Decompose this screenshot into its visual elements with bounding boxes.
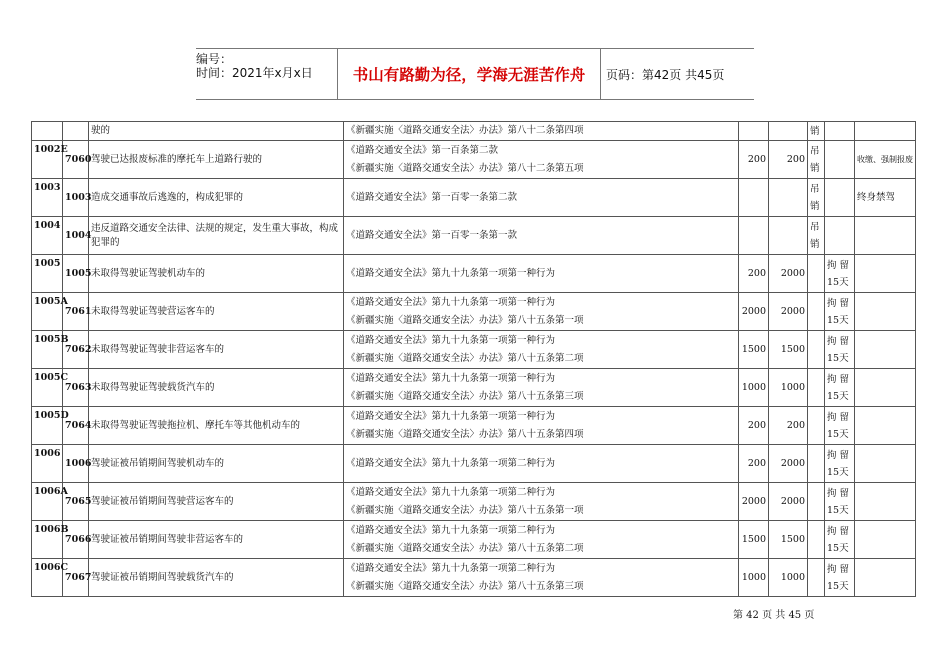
law-reference: 《新疆实施〈道路交通安全法〉办法》第八十五条第二项 bbox=[346, 542, 584, 554]
violation-code: 1006 bbox=[32, 445, 63, 483]
detention-penalty bbox=[825, 122, 855, 141]
law-reference: 《道路交通安全法》第九十九条第一项第二种行为 bbox=[346, 524, 556, 536]
violation-subcode: 1005 bbox=[63, 255, 89, 293]
violation-description: 驾驶已达报废标准的摩托车上道路行驶的 bbox=[89, 141, 344, 179]
violation-code: 1003 bbox=[32, 179, 63, 217]
law-reference-cell bbox=[344, 217, 739, 255]
fine-minimum bbox=[739, 122, 769, 141]
detention-penalty: 拘 留15天 bbox=[825, 559, 855, 597]
law-reference-cell bbox=[344, 445, 739, 483]
violation-code: 1005A bbox=[32, 293, 63, 331]
violation-description: 未取得驾驶证驾驶拖拉机、摩托车等其他机动车的 bbox=[89, 407, 344, 445]
violation-subcode: 1003 bbox=[63, 179, 89, 217]
law-reference-cell bbox=[344, 521, 739, 559]
violation-description: 驾驶证被吊销期间驾驶载货汽车的 bbox=[89, 559, 344, 597]
page-header bbox=[196, 48, 754, 100]
other-measure: 收缴、强制报废 bbox=[855, 141, 916, 179]
revoke-penalty: 销 bbox=[808, 122, 825, 141]
law-reference: 《道路交通安全法》第九十九条第一项第一种行为 bbox=[346, 296, 556, 308]
violation-subcode: 7066 bbox=[63, 521, 89, 559]
revoke-penalty bbox=[808, 255, 825, 293]
law-reference-cell bbox=[344, 255, 739, 293]
law-reference: 《道路交通安全法》第九十九条第一项第二种行为 bbox=[346, 457, 556, 469]
table-row bbox=[32, 293, 916, 331]
law-reference-cell bbox=[344, 483, 739, 521]
detention-penalty: 拘 留15天 bbox=[825, 331, 855, 369]
other-measure bbox=[855, 331, 916, 369]
other-measure bbox=[855, 122, 916, 141]
revoke-penalty bbox=[808, 293, 825, 331]
table-row bbox=[32, 331, 916, 369]
time-label: 时间：2021年x月x日 bbox=[196, 66, 313, 80]
other-measure bbox=[855, 255, 916, 293]
violation-code: 1004 bbox=[32, 217, 63, 255]
detention-penalty: 拘 留15天 bbox=[825, 293, 855, 331]
law-reference: 《道路交通安全法》第一百条第二款 bbox=[346, 144, 499, 156]
violation-description: 造成交通事故后逃逸的，构成犯罪的 bbox=[89, 179, 344, 217]
table-row bbox=[32, 217, 916, 255]
violation-subcode: 7064 bbox=[63, 407, 89, 445]
fine-minimum: 2000 bbox=[739, 483, 769, 521]
violation-table bbox=[31, 121, 916, 597]
violation-subcode: 7063 bbox=[63, 369, 89, 407]
revoke-penalty bbox=[808, 521, 825, 559]
fine-minimum: 2000 bbox=[739, 293, 769, 331]
law-reference: 《道路交通安全法》第九十九条第一项第一种行为 bbox=[346, 372, 556, 384]
other-measure bbox=[855, 445, 916, 483]
fine-maximum: 1000 bbox=[769, 369, 808, 407]
violation-subcode: 1006 bbox=[63, 445, 89, 483]
fine-maximum: 1500 bbox=[769, 521, 808, 559]
violation-code: 1005C bbox=[32, 369, 63, 407]
table-row bbox=[32, 483, 916, 521]
table-row bbox=[32, 521, 916, 559]
fine-minimum: 200 bbox=[739, 407, 769, 445]
revoke-penalty bbox=[808, 483, 825, 521]
other-measure bbox=[855, 407, 916, 445]
violation-description: 驶的 bbox=[89, 122, 344, 141]
fine-maximum bbox=[769, 217, 808, 255]
law-reference-cell bbox=[344, 369, 739, 407]
law-reference: 《新疆实施〈道路交通安全法〉办法》第八十五条第一项 bbox=[346, 314, 584, 326]
violation-subcode: 7062 bbox=[63, 331, 89, 369]
law-reference: 《道路交通安全法》第一百零一条第一款 bbox=[346, 229, 518, 241]
other-measure bbox=[855, 293, 916, 331]
fine-minimum: 1500 bbox=[739, 331, 769, 369]
revoke-penalty: 吊销 bbox=[808, 217, 825, 255]
law-reference: 《新疆实施〈道路交通安全法〉办法》第八十五条第三项 bbox=[346, 390, 584, 402]
violation-code bbox=[32, 122, 63, 141]
revoke-penalty bbox=[808, 445, 825, 483]
violation-subcode: 7061 bbox=[63, 293, 89, 331]
violation-code: 1006C bbox=[32, 559, 63, 597]
law-reference-cell bbox=[344, 407, 739, 445]
revoke-penalty bbox=[808, 559, 825, 597]
other-measure bbox=[855, 521, 916, 559]
other-measure bbox=[855, 483, 916, 521]
header-meta bbox=[196, 49, 338, 99]
table-row bbox=[32, 141, 916, 179]
violation-description: 未取得驾驶证驾驶营运客车的 bbox=[89, 293, 344, 331]
violation-subcode: 7060 bbox=[63, 141, 89, 179]
law-reference-cell bbox=[344, 331, 739, 369]
detention-penalty: 拘 留15天 bbox=[825, 445, 855, 483]
table-row bbox=[32, 179, 916, 217]
fine-maximum bbox=[769, 179, 808, 217]
violation-description: 违反道路交通安全法律、法规的规定，发生重大事故，构成犯罪的 bbox=[89, 217, 344, 255]
law-reference: 《道路交通安全法》第九十九条第一项第二种行为 bbox=[346, 562, 556, 574]
law-reference: 《新疆实施〈道路交通安全法〉办法》第八十五条第三项 bbox=[346, 580, 584, 592]
fine-minimum: 200 bbox=[739, 141, 769, 179]
detention-penalty bbox=[825, 179, 855, 217]
violation-description: 驾驶证被吊销期间驾驶非营运客车的 bbox=[89, 521, 344, 559]
fine-minimum: 1500 bbox=[739, 521, 769, 559]
law-reference: 《新疆实施〈道路交通安全法〉办法》第八十二条第五项 bbox=[346, 162, 584, 174]
violation-code: 1006B bbox=[32, 521, 63, 559]
other-measure bbox=[855, 369, 916, 407]
law-reference: 《道路交通安全法》第九十九条第一项第一种行为 bbox=[346, 267, 556, 279]
revoke-penalty: 吊销 bbox=[808, 179, 825, 217]
fine-minimum: 200 bbox=[739, 255, 769, 293]
violation-code: 1005D bbox=[32, 407, 63, 445]
header-page-label: 页码：第42页 共45页 bbox=[606, 67, 725, 82]
table-row bbox=[32, 122, 916, 141]
fine-maximum: 2000 bbox=[769, 293, 808, 331]
violation-code: 1006A bbox=[32, 483, 63, 521]
violation-description: 未取得驾驶证驾驶载货汽车的 bbox=[89, 369, 344, 407]
revoke-penalty bbox=[808, 331, 825, 369]
fine-minimum: 1000 bbox=[739, 559, 769, 597]
fine-maximum: 200 bbox=[769, 407, 808, 445]
law-reference: 《道路交通安全法》第一百零一条第二款 bbox=[346, 191, 518, 203]
other-measure bbox=[855, 559, 916, 597]
violation-description: 未取得驾驶证驾驶机动车的 bbox=[89, 255, 344, 293]
law-reference: 《新疆实施〈道路交通安全法〉办法》第八十二条第四项 bbox=[346, 125, 584, 136]
detention-penalty: 拘 留15天 bbox=[825, 255, 855, 293]
header-motto: 书山有路勤为径，学海无涯苦作舟 bbox=[338, 49, 601, 99]
fine-maximum: 1000 bbox=[769, 559, 808, 597]
fine-maximum: 200 bbox=[769, 141, 808, 179]
fine-maximum: 2000 bbox=[769, 445, 808, 483]
violation-code: 1005 bbox=[32, 255, 63, 293]
fine-minimum: 200 bbox=[739, 445, 769, 483]
detention-penalty: 拘 留15天 bbox=[825, 521, 855, 559]
law-reference-cell bbox=[344, 179, 739, 217]
detention-penalty: 拘 留15天 bbox=[825, 369, 855, 407]
fine-maximum: 2000 bbox=[769, 483, 808, 521]
number-label: 编号： bbox=[196, 52, 233, 66]
law-reference: 《新疆实施〈道路交通安全法〉办法》第八十五条第一项 bbox=[346, 504, 584, 516]
violation-subcode: 7065 bbox=[63, 483, 89, 521]
revoke-penalty bbox=[808, 369, 825, 407]
detention-penalty: 拘 留15天 bbox=[825, 483, 855, 521]
law-reference: 《新疆实施〈道路交通安全法〉办法》第八十五条第二项 bbox=[346, 352, 584, 364]
fine-maximum: 2000 bbox=[769, 255, 808, 293]
table-row bbox=[32, 559, 916, 597]
violation-subcode bbox=[63, 122, 89, 141]
page-footer: 第 42 页 共 45 页 bbox=[733, 610, 815, 621]
detention-penalty bbox=[825, 141, 855, 179]
revoke-penalty: 吊销 bbox=[808, 141, 825, 179]
law-reference-cell bbox=[344, 141, 739, 179]
other-measure bbox=[855, 217, 916, 255]
table-row bbox=[32, 369, 916, 407]
table-row bbox=[32, 255, 916, 293]
table-row bbox=[32, 445, 916, 483]
other-measure: 终身禁驾 bbox=[855, 179, 916, 217]
fine-maximum: 1500 bbox=[769, 331, 808, 369]
violation-description: 驾驶证被吊销期间驾驶营运客车的 bbox=[89, 483, 344, 521]
law-reference: 《道路交通安全法》第九十九条第一项第二种行为 bbox=[346, 486, 556, 498]
violation-subcode: 7067 bbox=[63, 559, 89, 597]
violation-code: 1005B bbox=[32, 331, 63, 369]
fine-minimum bbox=[739, 217, 769, 255]
violation-subcode: 1004 bbox=[63, 217, 89, 255]
detention-penalty: 拘 留15天 bbox=[825, 407, 855, 445]
law-reference-cell bbox=[344, 122, 739, 141]
fine-maximum bbox=[769, 122, 808, 141]
fine-minimum: 1000 bbox=[739, 369, 769, 407]
violation-description: 未取得驾驶证驾驶非营运客车的 bbox=[89, 331, 344, 369]
law-reference-cell bbox=[344, 559, 739, 597]
detention-penalty bbox=[825, 217, 855, 255]
law-reference: 《道路交通安全法》第九十九条第一项第一种行为 bbox=[346, 334, 556, 346]
revoke-penalty bbox=[808, 407, 825, 445]
violation-code: 1002E bbox=[32, 141, 63, 179]
table-row bbox=[32, 407, 916, 445]
violation-description: 驾驶证被吊销期间驾驶机动车的 bbox=[89, 445, 344, 483]
law-reference-cell bbox=[344, 293, 739, 331]
fine-minimum bbox=[739, 179, 769, 217]
law-reference: 《新疆实施〈道路交通安全法〉办法》第八十五条第四项 bbox=[346, 428, 584, 440]
law-reference: 《道路交通安全法》第九十九条第一项第一种行为 bbox=[346, 410, 556, 422]
